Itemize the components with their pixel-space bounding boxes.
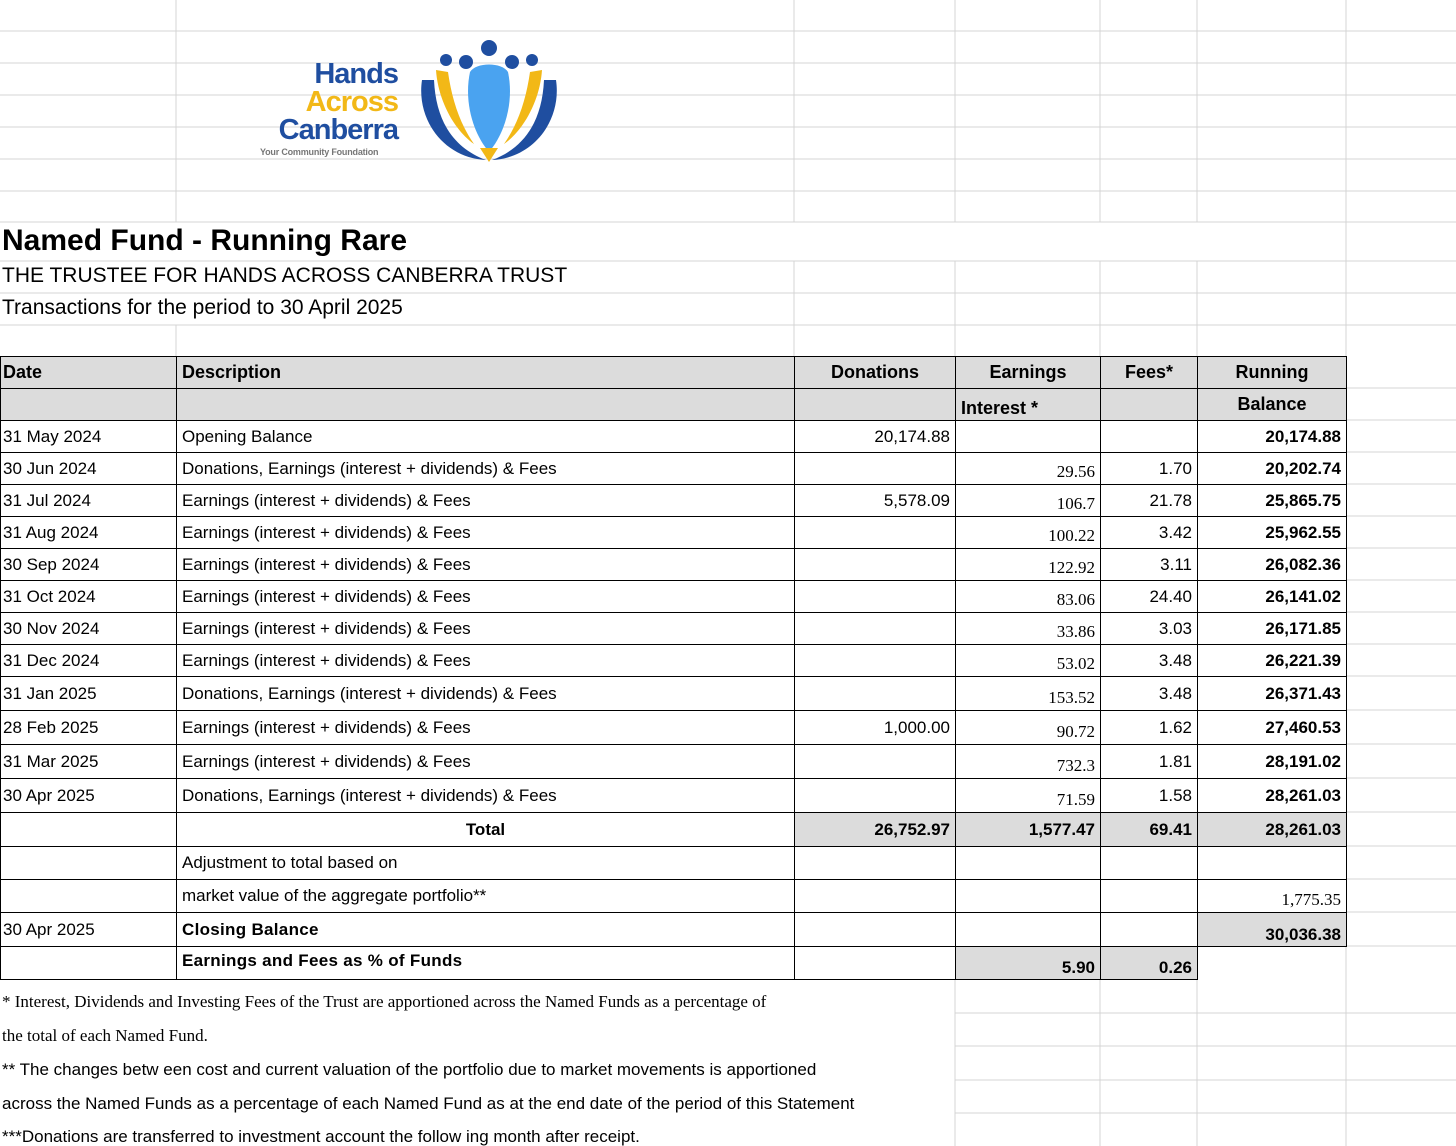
row-fees: 3.42 [1101, 517, 1198, 549]
row-balance: 26,141.02 [1198, 581, 1347, 613]
row-donations: 20,174.88 [795, 421, 956, 453]
col-header-interest: Interest * [956, 389, 1101, 421]
row-interest: 732.3 [956, 745, 1101, 779]
table-row [1, 677, 1347, 711]
row-description: Earnings (interest + dividends) & Fees [177, 711, 795, 745]
row-interest: 33.86 [956, 613, 1101, 645]
row-balance: 28,261.03 [1198, 779, 1347, 813]
col-header-description: Description [177, 357, 795, 389]
row-fees: 3.03 [1101, 613, 1198, 645]
adjustment-label-1: Adjustment to total based on [177, 847, 795, 880]
col-header-donations: Donations [795, 357, 956, 389]
row-donations [795, 779, 956, 813]
hands-people-icon [414, 40, 564, 165]
page-title: Named Fund - Running Rare [2, 224, 407, 257]
row-date: 31 Jan 2025 [1, 677, 177, 711]
adjustment-date-cell [1, 847, 177, 880]
row-date: 31 May 2024 [1, 421, 177, 453]
row-date: 28 Feb 2025 [1, 711, 177, 745]
row-balance: 26,221.39 [1198, 645, 1347, 677]
row-donations [795, 453, 956, 485]
row-fees: 1.62 [1101, 711, 1198, 745]
table-row [1, 581, 1347, 613]
row-interest: 53.02 [956, 645, 1101, 677]
row-interest: 106.7 [956, 485, 1101, 517]
col-header-blank [177, 389, 795, 421]
closing-row [1, 913, 1347, 947]
row-balance: 20,202.74 [1198, 453, 1347, 485]
logo-tagline: Your Community Foundation [260, 147, 379, 157]
statement-period: Transactions for the period to 30 April 2025 [2, 296, 403, 319]
row-fees: 1.81 [1101, 745, 1198, 779]
row-fees: 3.11 [1101, 549, 1198, 581]
col-header-balance: Balance [1198, 389, 1347, 421]
percent-fees: 0.26 [1101, 947, 1198, 980]
table-row [1, 517, 1347, 549]
row-description: Earnings (interest + dividends) & Fees [177, 613, 795, 645]
footnote-1-cont: the total of each Named Fund. [2, 1026, 208, 1045]
row-interest: 71.59 [956, 779, 1101, 813]
adjustment-label-2: market value of the aggregate portfolio** [177, 880, 795, 913]
percent-blank [795, 947, 956, 980]
row-description: Donations, Earnings (interest + dividends) & Fees [177, 453, 795, 485]
percent-row [1, 947, 1347, 980]
row-donations [795, 549, 956, 581]
row-balance: 28,191.02 [1198, 745, 1347, 779]
percent-date-cell [1, 947, 177, 980]
closing-value: 30,036.38 [1198, 913, 1347, 947]
row-balance: 26,371.43 [1198, 677, 1347, 711]
closing-blank [1101, 913, 1198, 947]
adjustment-blank [956, 880, 1101, 913]
row-date: 31 Mar 2025 [1, 745, 177, 779]
row-balance: 25,962.55 [1198, 517, 1347, 549]
row-description: Donations, Earnings (interest + dividends) & Fees [177, 779, 795, 813]
footnote-1: * Interest, Dividends and Investing Fees of the Trust are apportioned across the Named Funds as a percentage of [2, 992, 767, 1011]
logo-line-across: Across [305, 86, 398, 118]
adjustment-row-2 [1, 880, 1347, 913]
adjustment-blank [1101, 847, 1198, 880]
logo-wordmark [279, 60, 398, 144]
footnote-2-cont: across the Named Funds as a percentage of each Named Fund as at the end date of the period of this Statement [2, 1094, 855, 1113]
row-donations: 1,000.00 [795, 711, 956, 745]
row-fees: 3.48 [1101, 677, 1198, 711]
closing-date: 30 Apr 2025 [1, 913, 177, 947]
row-date: 31 Dec 2024 [1, 645, 177, 677]
row-fees: 1.70 [1101, 453, 1198, 485]
logo-line-canberra: Canberra [278, 114, 398, 146]
col-header-blank [1101, 389, 1198, 421]
footnote-2: ** The changes betw een cost and current valuation of the portfolio due to market movements is apportioned [2, 1060, 817, 1079]
table-row [1, 453, 1347, 485]
row-fees [1101, 421, 1198, 453]
row-balance: 25,865.75 [1198, 485, 1347, 517]
row-interest: 83.06 [956, 581, 1101, 613]
row-interest: 153.52 [956, 677, 1101, 711]
closing-blank [795, 913, 956, 947]
row-description: Donations, Earnings (interest + dividends) & Fees [177, 677, 795, 711]
row-interest: 90.72 [956, 711, 1101, 745]
table-row [1, 485, 1347, 517]
col-header-earnings: Earnings [956, 357, 1101, 389]
adjustment-value: 1,775.35 [1198, 880, 1347, 913]
transactions-table [0, 356, 1347, 980]
logo-line-hands: Hands [314, 58, 398, 90]
table-row [1, 779, 1347, 813]
total-balance: 28,261.03 [1198, 813, 1347, 847]
row-donations [795, 677, 956, 711]
adjustment-blank [1101, 880, 1198, 913]
adjustment-blank [795, 847, 956, 880]
percent-interest: 5.90 [956, 947, 1101, 980]
closing-label: Closing Balance [177, 913, 795, 947]
percent-label: Earnings and Fees as % of Funds [177, 947, 795, 980]
row-description: Earnings (interest + dividends) & Fees [177, 549, 795, 581]
row-date: 30 Sep 2024 [1, 549, 177, 581]
col-header-running: Running [1198, 357, 1347, 389]
total-row [1, 813, 1347, 847]
row-donations [795, 645, 956, 677]
row-donations [795, 517, 956, 549]
row-date: 30 Jun 2024 [1, 453, 177, 485]
hands-across-canberra-logo [256, 40, 566, 165]
row-balance: 26,171.85 [1198, 613, 1347, 645]
adjustment-row-1 [1, 847, 1347, 880]
col-header-blank [795, 389, 956, 421]
row-balance: 27,460.53 [1198, 711, 1347, 745]
row-fees: 24.40 [1101, 581, 1198, 613]
table-row [1, 613, 1347, 645]
adjustment-blank [1198, 847, 1347, 880]
row-fees: 21.78 [1101, 485, 1198, 517]
total-date-cell [1, 813, 177, 847]
row-fees: 1.58 [1101, 779, 1198, 813]
adjustment-date-cell [1, 880, 177, 913]
total-donations: 26,752.97 [795, 813, 956, 847]
row-fees: 3.48 [1101, 645, 1198, 677]
row-donations [795, 613, 956, 645]
total-fees: 69.41 [1101, 813, 1198, 847]
row-description: Earnings (interest + dividends) & Fees [177, 645, 795, 677]
row-interest [956, 421, 1101, 453]
row-description: Earnings (interest + dividends) & Fees [177, 485, 795, 517]
total-interest: 1,577.47 [956, 813, 1101, 847]
row-description: Opening Balance [177, 421, 795, 453]
footnote-3: ***Donations are transferred to investment account the follow ing month after receipt. [2, 1127, 640, 1146]
col-header-fees: Fees* [1101, 357, 1198, 389]
closing-blank [956, 913, 1101, 947]
row-interest: 100.22 [956, 517, 1101, 549]
row-date: 30 Apr 2025 [1, 779, 177, 813]
table-row [1, 711, 1347, 745]
row-date: 31 Aug 2024 [1, 517, 177, 549]
header-row-2 [1, 389, 1347, 421]
row-date: 30 Nov 2024 [1, 613, 177, 645]
table-row [1, 745, 1347, 779]
row-description: Earnings (interest + dividends) & Fees [177, 745, 795, 779]
row-description: Earnings (interest + dividends) & Fees [177, 517, 795, 549]
header-row [1, 357, 1347, 389]
adjustment-blank [956, 847, 1101, 880]
total-label: Total [177, 813, 795, 847]
row-interest: 29.56 [956, 453, 1101, 485]
row-description: Earnings (interest + dividends) & Fees [177, 581, 795, 613]
adjustment-blank [795, 880, 956, 913]
row-date: 31 Jul 2024 [1, 485, 177, 517]
table-row [1, 645, 1347, 677]
row-donations [795, 581, 956, 613]
row-balance: 20,174.88 [1198, 421, 1347, 453]
transaction-rows [1, 421, 1347, 813]
table-row [1, 549, 1347, 581]
row-donations: 5,578.09 [795, 485, 956, 517]
table-row [1, 421, 1347, 453]
percent-blank [1198, 947, 1347, 980]
trust-name: THE TRUSTEE FOR HANDS ACROSS CANBERRA TRUST [2, 264, 568, 287]
col-header-blank [1, 389, 177, 421]
col-header-date: Date [1, 357, 177, 389]
row-interest: 122.92 [956, 549, 1101, 581]
row-balance: 26,082.36 [1198, 549, 1347, 581]
row-donations [795, 745, 956, 779]
row-date: 31 Oct 2024 [1, 581, 177, 613]
